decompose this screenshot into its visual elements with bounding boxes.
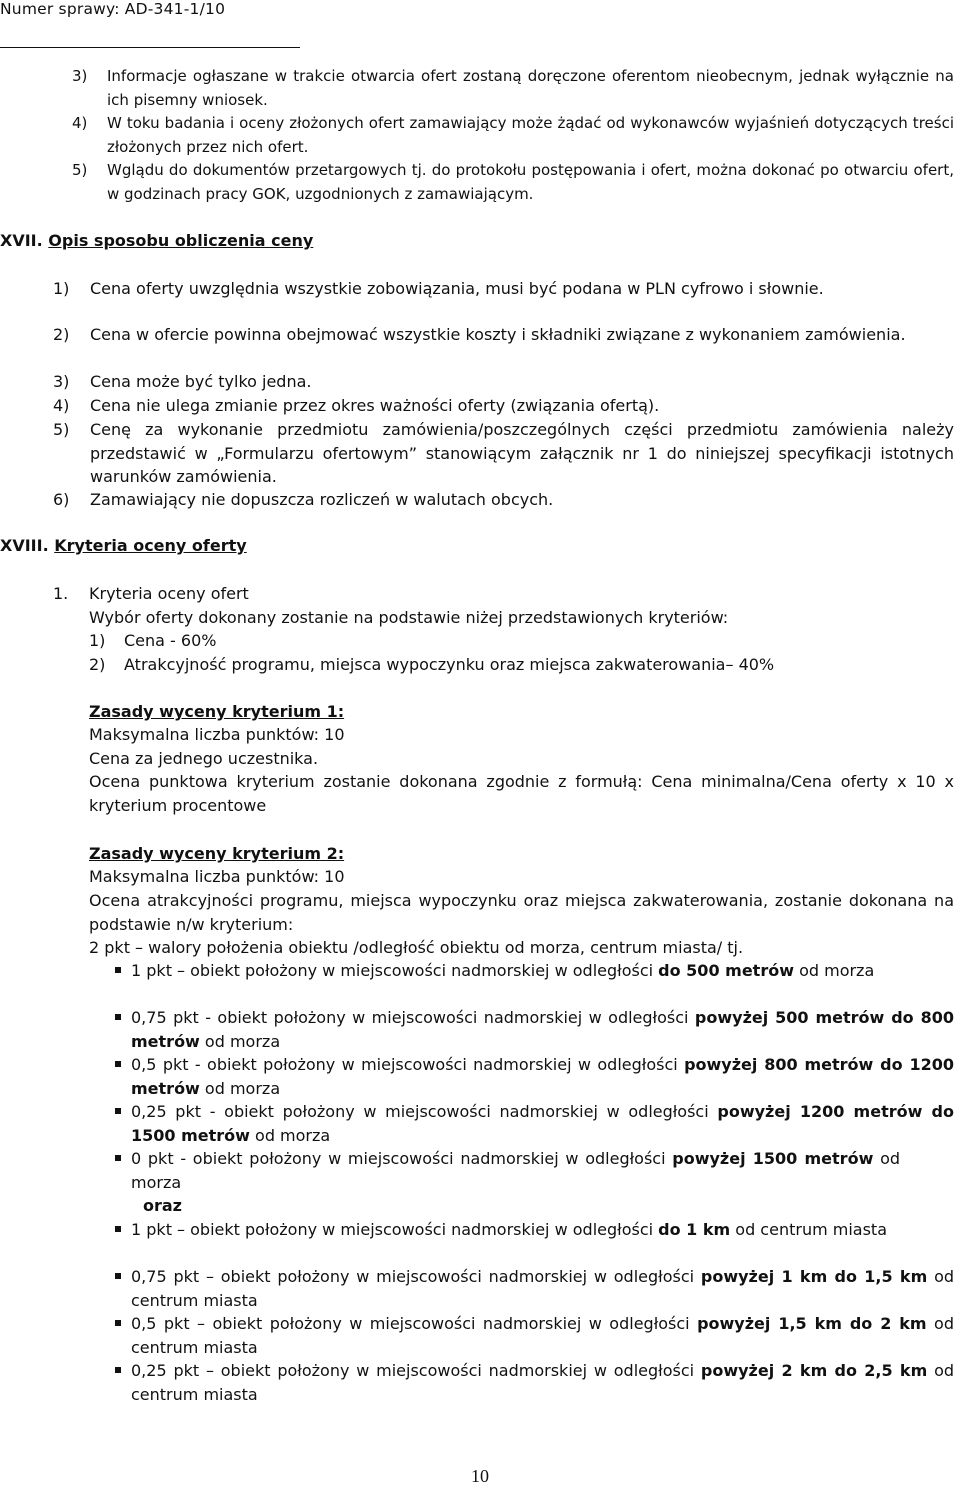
list-number: 5) — [53, 420, 70, 439]
list-text: Cena oferty uwzględnia wszystkie zobowiązania, musi być podana w PLN cyfrowo i słownie. — [90, 279, 824, 298]
list-number: 4) — [72, 114, 88, 132]
bullet-item: 1 pkt – obiekt położony w miejscowości nadmorskiej w odległości do 500 metrów od morza — [131, 959, 954, 983]
list-item — [53, 277, 954, 301]
criterion-1-title: Zasady wyceny kryterium 1: — [89, 702, 345, 721]
list-number: 1) — [53, 279, 70, 298]
criteria-intro: Wybór oferty dokonany zostanie na podstawie niżej przedstawionych kryteriów: — [89, 608, 729, 627]
section-heading-xviii — [0, 536, 247, 555]
section-title: Opis sposobu obliczenia ceny — [48, 231, 314, 250]
list-item — [72, 65, 954, 112]
bullet-item: 0 pkt - obiekt położony w miejscowości nadmorskiej w odległości powyżej 1500 metrów od morza — [131, 1147, 900, 1194]
subsection-number: 1. — [53, 584, 69, 603]
list-item — [72, 159, 954, 206]
section-number: XVIII. — [0, 536, 49, 555]
criterion-number: 2) — [89, 655, 106, 674]
criterion-item — [89, 653, 954, 677]
bullet-square-icon — [115, 1061, 121, 1067]
criterion-1-formula: Ocena punktowa kryterium zostanie dokonana zgodnie z formułą: Cena minimalna/Cena oferty x 10 x kryterium procentowe — [89, 772, 954, 815]
list-item — [53, 323, 954, 347]
bullet-square-icon — [115, 1155, 121, 1161]
criterion-number: 1) — [89, 631, 106, 650]
criterion-2-desc: Ocena atrakcyjności programu, miejsca wypoczynku oraz miejsca zakwaterowania, zostanie dokonana na podstawie n/w kryterium: — [89, 891, 954, 934]
bullet-item: 0,25 pkt - obiekt położony w miejscowości nadmorskiej w odległości powyżej 1200 metrów do 1500 metrów od morza — [131, 1100, 954, 1147]
criterion-text: Cena - 60% — [124, 631, 217, 650]
list-item — [53, 418, 954, 489]
bullet-item: 0,5 pkt - obiekt położony w miejscowości nadmorskiej w odległości powyżej 800 metrów do 1200 metrów od morza — [131, 1053, 954, 1100]
list-item — [53, 370, 954, 394]
list-item — [72, 112, 954, 159]
section-number: XVII. — [0, 231, 43, 250]
criterion-2-location: 2 pkt – walory położenia obiektu /odległość obiektu od morza, centrum miasta/ tj. — [89, 938, 744, 957]
list-text: Cena nie ulega zmianie przez okres ważności oferty (związania ofertą). — [90, 396, 660, 415]
list-number: 2) — [53, 325, 70, 344]
subsection-title — [53, 582, 954, 606]
list-item — [53, 488, 954, 512]
criterion-text: Atrakcyjność programu, miejsca wypoczynku oraz miejsca zakwaterowania– 40% — [124, 655, 775, 674]
page-number: 10 — [471, 1466, 489, 1486]
list-text: Cena może być tylko jedna. — [90, 372, 312, 391]
list-text: Informacje ogłaszane w trakcie otwarcia ofert zostaną doręczone oferentom nieobecnym, jednak wyłącznie na ich pisemny wniosek. — [107, 67, 954, 109]
criterion-2-title: Zasady wyceny kryterium 2: — [89, 844, 345, 863]
bullet-item: 0,75 pkt – obiekt położony w miejscowości nadmorskiej w odległości powyżej 1 km do 1,5 km od centrum miasta — [131, 1265, 954, 1312]
list-text: W toku badania i oceny złożonych ofert zamawiający może żądać od wykonawców wyjaśnień dotyczących treści złożonych przez nich ofert. — [107, 114, 954, 156]
section-heading-xvii — [0, 231, 313, 250]
bullet-item: 0,25 pkt – obiekt położony w miejscowości nadmorskiej w odległości powyżej 2 km do 2,5 km od centrum miasta — [131, 1359, 954, 1406]
header-rule — [0, 47, 300, 48]
subsection-label: Kryteria oceny ofert — [89, 584, 249, 603]
bullet-square-icon — [115, 1273, 121, 1279]
list-text: Cena w ofercie powinna obejmować wszystkie koszty i składniki związane z wykonaniem zamówienia. — [90, 325, 906, 344]
bullet-square-icon — [115, 1014, 121, 1020]
bullet-square-icon — [115, 967, 121, 973]
bullet-item: 0,5 pkt – obiekt położony w miejscowości nadmorskiej w odległości powyżej 1,5 km do 2 km od centrum miasta — [131, 1312, 954, 1359]
section-title: Kryteria oceny oferty — [54, 536, 247, 555]
list-text: Cenę za wykonanie przedmiotu zamówienia/poszczególnych części przedmiotu zamówienia należy przedstawić w „Formularzu ofertowym” stanowiącym załącznik nr 1 do niniejszej specyfikacji istotnych warunków zamówienia. — [90, 420, 954, 486]
list-item — [53, 394, 954, 418]
bullet-item: 0,75 pkt - obiekt położony w miejscowości nadmorskiej w odległości powyżej 500 metrów do 800 metrów od morza — [131, 1006, 954, 1053]
list-number: 4) — [53, 396, 70, 415]
bullet-square-icon — [115, 1226, 121, 1232]
bullet-square-icon — [115, 1367, 121, 1373]
list-number: 5) — [72, 161, 88, 179]
criterion-1-max: Maksymalna liczba punktów: 10 — [89, 725, 345, 744]
bullet-square-icon — [115, 1108, 121, 1114]
bullet-square-icon — [115, 1320, 121, 1326]
list-text: Zamawiający nie dopuszcza rozliczeń w walutach obcych. — [90, 490, 554, 509]
list-number: 6) — [53, 490, 70, 509]
list-text: Wglądu do dokumentów przetargowych tj. do protokołu postępowania i ofert, można dokonać po otwarciu ofert, w godzinach pracy GOK, uzgodnionych z zamawiającym. — [107, 161, 954, 203]
oraz-label: oraz — [143, 1196, 182, 1215]
criterion-1-unit: Cena za jednego uczestnika. — [89, 749, 319, 768]
bullet-item: 1 pkt – obiekt położony w miejscowości nadmorskiej w odległości do 1 km od centrum miasta — [131, 1218, 954, 1242]
criterion-2-max: Maksymalna liczba punktów: 10 — [89, 867, 345, 886]
list-number: 3) — [72, 67, 88, 85]
list-number: 3) — [53, 372, 70, 391]
criterion-item — [89, 629, 954, 653]
case-number-header: Numer sprawy: AD-341-1/10 — [0, 0, 226, 18]
